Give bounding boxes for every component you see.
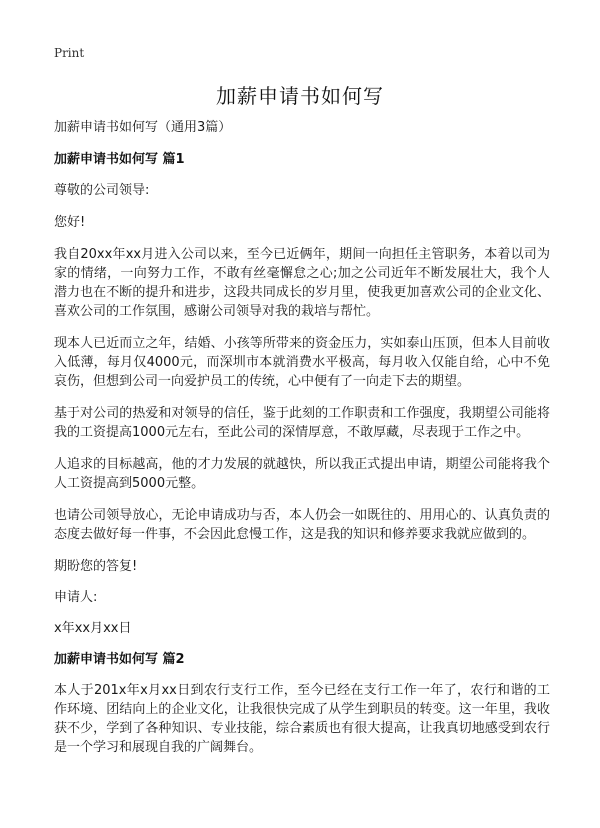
- body-paragraph: 基于对公司的热爱和对领导的信任，鉴于此刻的工作职责和工作强度，我期望公司能将我的工资提高1000元左右，至此公司的深情厚意，不敢厚藏，尽表现于工作之中。: [54, 406, 550, 440]
- body-paragraph: 本人于201x年x月xx日到农行支行工作，至今已经在支行工作一年了，农行和谐的工作环境、团结向上的企业文化，让我很快完成了从学生到职员的转变。这一年里，我收获不少，学到了各种知识、专业技能，综合素质也有很大提高，让我真切地感受到农行是一个学习和展现自我的广阔舞台。: [54, 683, 550, 755]
- applicant-label: 申请人:: [54, 590, 98, 605]
- section-heading: 加薪申请书如何写 篇2: [54, 652, 185, 667]
- date-line: x年xx月xx日: [54, 621, 132, 636]
- body-paragraph: 人追求的目标越高，他的才力发展的就越快，所以我正式提出申请，期望公司能将我个人工资提高到5000元整。: [54, 457, 550, 491]
- body-paragraph: 也请公司领导放心，无论申请成功与否，本人仍会一如既往的、用用心的、认真负责的态度去做好每一件事，不会因此怠慢工作，这是我的知识和修养要求我就应做到的。: [54, 508, 550, 542]
- section-2: [54, 650, 550, 757]
- section-heading: 加薪申请书如何写 篇1: [54, 152, 185, 167]
- body-paragraph: 我自20xx年xx月进入公司以来，至今已近俩年，期间一向担任主管职务，本着以司为家的情绪，一向努力工作，不敢有丝毫懈怠之心;加之公司近年不断发展壮大，我个人潜力也在不断的提升和进步，这段共同成长的岁月里，使我更加喜欢公司的企业文化、喜欢公司的工作氛围，感谢公司领导对我的栽培与帮忙。: [54, 247, 550, 319]
- body-paragraph: 现本人已近而立之年，结婚、小孩等所带来的资金压力，实如泰山压顶，但本人目前收入低薄，每月仅4000元，而深圳市本就消费水平极高，每月收入仅能自给，心中不免哀伤，但想到公司一向爱护员工的传统，心中便有了一向走下去的期望。: [54, 336, 550, 389]
- section-1: [54, 150, 550, 638]
- document-subtitle: 加薪申请书如何写（通用3篇）: [54, 120, 232, 135]
- page-title: 加薪申请书如何写: [216, 84, 384, 108]
- print-link[interactable]: Print: [54, 46, 85, 60]
- document-body: [54, 118, 550, 770]
- greeting: 您好!: [54, 215, 86, 230]
- closing-line: 期盼您的答复!: [54, 559, 138, 574]
- salutation: 尊敬的公司领导:: [54, 183, 150, 198]
